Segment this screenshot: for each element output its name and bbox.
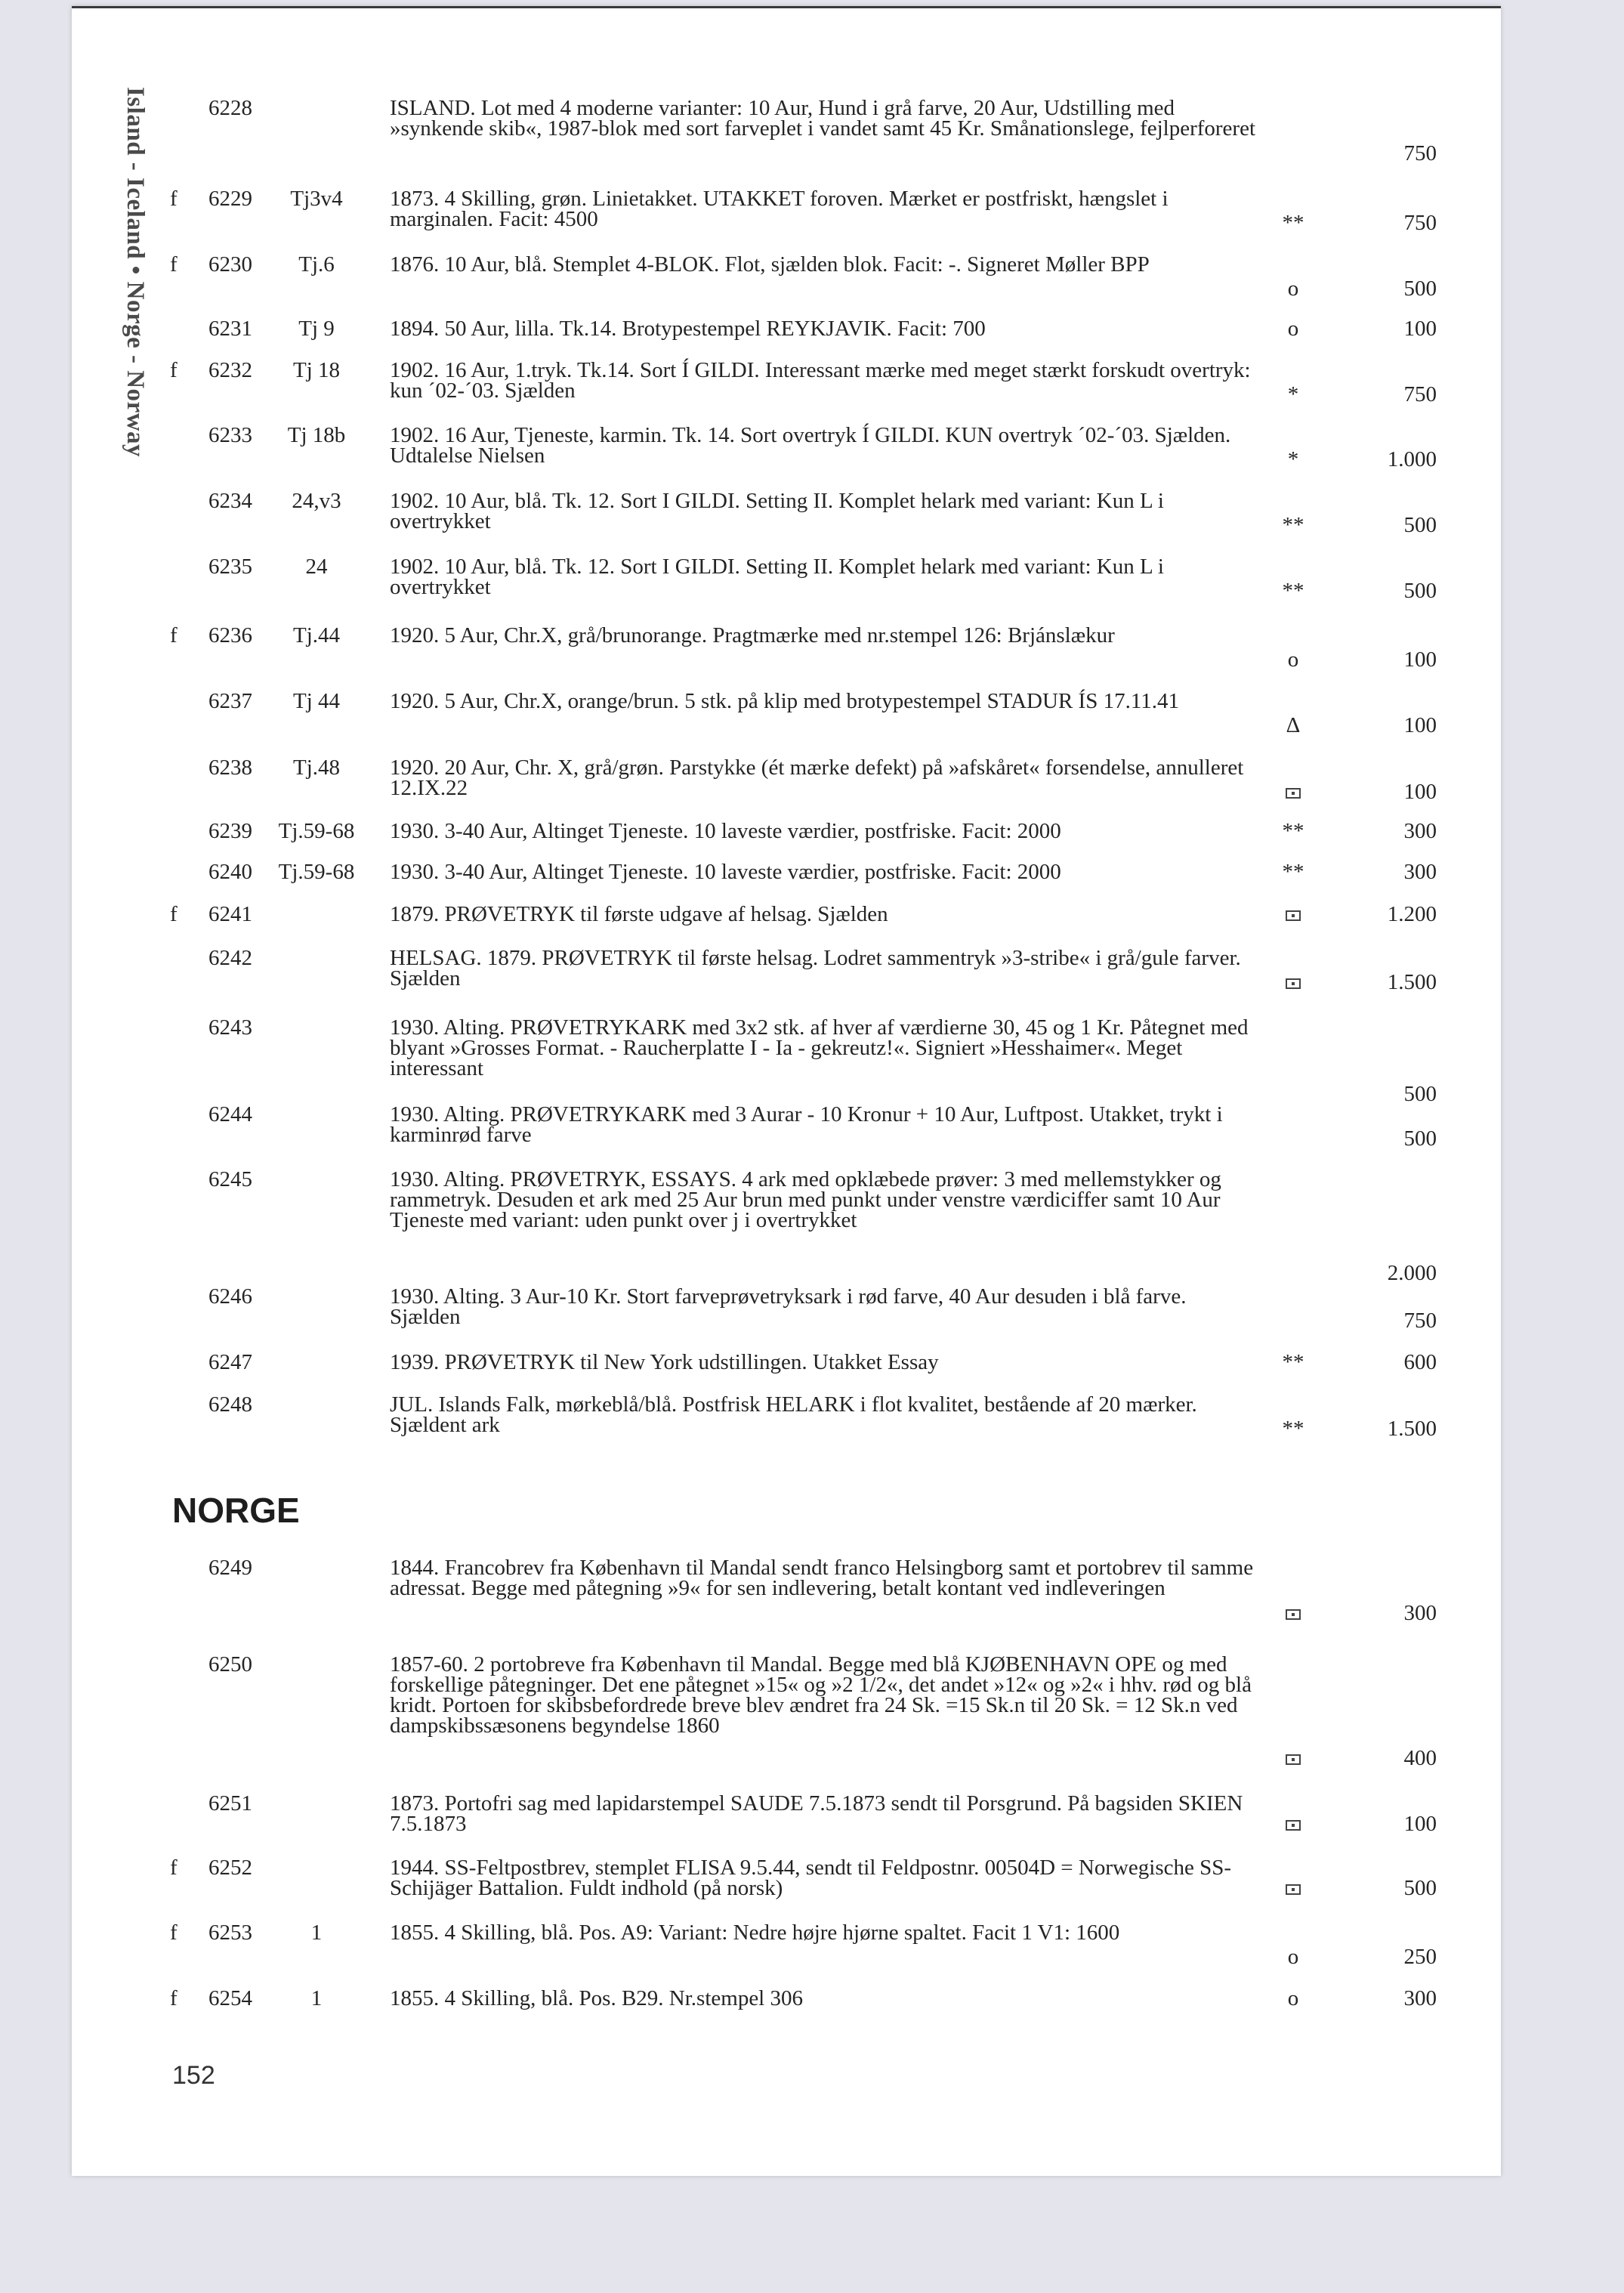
entry-flag: f bbox=[170, 623, 178, 647]
lot-number: 6235 bbox=[208, 555, 252, 579]
lot-price: 300 bbox=[1403, 819, 1437, 843]
lot-description: 1920. 20 Aur, Chr. X, grå/grøn. Parstykke (ét mærke defekt) på »afskåret« forsendelse, annulleret 12.IX.22 bbox=[390, 756, 1244, 800]
lot-price: 750 bbox=[1403, 382, 1437, 406]
condition-mark: o bbox=[1287, 277, 1299, 301]
lot-number: 6239 bbox=[208, 819, 252, 843]
lot-description: 1894. 50 Aur, lilla. Tk.14. Brotypestempel REYKJAVIK. Facit: 700 bbox=[390, 317, 986, 341]
condition-mark: o bbox=[1287, 317, 1299, 341]
lot-description: 1930. Alting. PRØVETRYKARK med 3x2 stk. af hver af værdierne 30, 45 og 1 Kr. Påtegnet med blyant »Grosses Format. - Raucherplatte I - Ia - gekreutz!«. Signiert »Hesshaimer«. Meget interessant bbox=[390, 1015, 1249, 1080]
lot-number: 6230 bbox=[208, 252, 252, 277]
cover-icon bbox=[1286, 978, 1301, 989]
lot-number: 6251 bbox=[208, 1791, 252, 1816]
lot-number: 6233 bbox=[208, 423, 252, 447]
catalog-reference: 1 bbox=[310, 1986, 323, 2010]
lot-number: 6249 bbox=[208, 1556, 252, 1580]
condition-mark: ** bbox=[1282, 860, 1304, 884]
condition-mark: Δ bbox=[1286, 713, 1301, 737]
catalog-reference: Tj.44 bbox=[292, 623, 341, 647]
condition-mark bbox=[1263, 904, 1323, 925]
catalog-reference: 1 bbox=[310, 1921, 323, 1945]
catalog-reference: Tj3v4 bbox=[290, 187, 343, 211]
catalog-reference: Tj.59-68 bbox=[278, 819, 355, 843]
lot-number: 6244 bbox=[208, 1102, 252, 1126]
lot-number: 6237 bbox=[208, 689, 252, 713]
lot-price: 100 bbox=[1403, 647, 1437, 672]
lot-price: 100 bbox=[1403, 713, 1437, 737]
page-number: 152 bbox=[172, 2061, 215, 2090]
section-heading-norge: NORGE bbox=[172, 1491, 300, 1530]
lot-description: 1930. 3-40 Aur, Altinget Tjeneste. 10 laveste værdier, postfriske. Facit: 2000 bbox=[390, 860, 1061, 884]
lot-price: 400 bbox=[1403, 1746, 1437, 1770]
lot-price: 500 bbox=[1403, 513, 1437, 537]
entry-flag: f bbox=[170, 1921, 178, 1945]
lot-number: 6243 bbox=[208, 1015, 252, 1040]
cover-icon bbox=[1286, 1754, 1301, 1765]
condition-mark: ** bbox=[1282, 579, 1304, 603]
lot-number: 6229 bbox=[208, 187, 252, 211]
condition-mark: o bbox=[1287, 1945, 1299, 1969]
lot-number: 6238 bbox=[208, 756, 252, 780]
lot-description: 1873. 4 Skilling, grøn. Linietakket. UTAKKET foroven. Mærket er postfriskt, hængslet i marginalen. Facit: 4500 bbox=[390, 187, 1169, 231]
catalog-reference: 24,v3 bbox=[292, 489, 341, 513]
lot-description: 1920. 5 Aur, Chr.X, grå/brunorange. Pragtmærke med nr.stempel 126: Brjánslækur bbox=[390, 623, 1115, 647]
lot-description: 1857-60. 2 portobreve fra København til Mandal. Begge med blå KJØBENHAVN OPE og med forskellige påtegninger. Det ene påtegnet »15« og »2 1/2«, det andet »12« og »2« i hhv. rød og blå kridt. Portoen for skibsbefordrede breve blev ændret fra 24 Sk. =15 Sk.n til 20 Sk. = 12 Sk.n ved dampskibssæsonens begyndelse 1860 bbox=[390, 1652, 1252, 1738]
catalog-reference: Tj.6 bbox=[298, 252, 335, 277]
lot-description: 1930. 3-40 Aur, Altinget Tjeneste. 10 laveste værdier, postfriske. Facit: 2000 bbox=[390, 819, 1061, 843]
lot-price: 500 bbox=[1403, 579, 1437, 603]
lot-price: 1.200 bbox=[1387, 902, 1437, 926]
condition-mark: ** bbox=[1282, 819, 1304, 843]
lot-price: 250 bbox=[1403, 1945, 1437, 1969]
lot-description: 1844. Francobrev fra København til Mandal sendt franco Helsingborg samt et portobrev til samme adressat. Begge med påtegning »9« for sen indlevering, betalt kontant ved indleveringen bbox=[390, 1556, 1254, 1600]
entry-flag: f bbox=[170, 187, 178, 211]
condition-mark bbox=[1263, 782, 1323, 802]
side-section-label: Island - Iceland • Norge - Norway bbox=[122, 87, 149, 458]
condition-mark bbox=[1263, 1748, 1323, 1769]
lot-price: 500 bbox=[1403, 1082, 1437, 1106]
entry-flag: f bbox=[170, 1986, 178, 2010]
lot-price: 1.500 bbox=[1387, 1417, 1437, 1441]
lot-price: 300 bbox=[1403, 1601, 1437, 1625]
lot-description: 1902. 10 Aur, blå. Tk. 12. Sort I GILDI. Setting II. Komplet helark med variant: Kun L i overtrykket bbox=[390, 489, 1164, 533]
lot-price: 750 bbox=[1403, 211, 1437, 235]
lot-description: 1920. 5 Aur, Chr.X, orange/brun. 5 stk. på klip med brotypestempel STADUR ÍS 17.11.41 bbox=[390, 689, 1179, 713]
lot-number: 6247 bbox=[208, 1350, 252, 1374]
lot-description: 1902. 16 Aur, Tjeneste, karmin. Tk. 14. Sort overtryk Í GILDI. KUN overtryk ´02-´03. Sjælden. Udtalelse Nielsen bbox=[390, 423, 1231, 468]
catalog-reference: 24 bbox=[305, 555, 328, 579]
lot-description: 1876. 10 Aur, blå. Stemplet 4-BLOK. Flot, sjælden blok. Facit: -. Signeret Møller BPP bbox=[390, 252, 1150, 277]
condition-mark: * bbox=[1287, 447, 1299, 471]
lot-description: 1873. Portofri sag med lapidarstempel SAUDE 7.5.1873 sendt til Porsgrund. På bagsiden SKIEN 7.5.1873 bbox=[390, 1791, 1243, 1836]
lot-description: 1939. PRØVETRYK til New York udstillingen. Utakket Essay bbox=[390, 1350, 939, 1374]
lot-price: 500 bbox=[1403, 1876, 1437, 1900]
condition-mark: ** bbox=[1282, 513, 1304, 537]
cover-icon bbox=[1286, 1884, 1301, 1895]
lot-price: 500 bbox=[1403, 277, 1437, 301]
condition-mark: ** bbox=[1282, 211, 1304, 235]
lot-number: 6231 bbox=[208, 317, 252, 341]
lot-price: 500 bbox=[1403, 1126, 1437, 1151]
lot-description: ISLAND. Lot med 4 moderne varianter: 10 Aur, Hund i grå farve, 20 Aur, Udstilling med »synkende skib«, 1987-blok med sort farveplet i vandet samt 45 Kr. Smånationslege, fejlperforeret bbox=[390, 96, 1256, 141]
entry-flag: f bbox=[170, 1856, 178, 1880]
lot-description: JUL. Islands Falk, mørkeblå/blå. Postfrisk HELARK i flot kvalitet, bestående af 20 mærker. Sjældent ark bbox=[390, 1392, 1197, 1437]
lot-price: 750 bbox=[1403, 1309, 1437, 1333]
lot-number: 6236 bbox=[208, 623, 252, 647]
lot-number: 6250 bbox=[208, 1652, 252, 1676]
lot-price: 2.000 bbox=[1387, 1261, 1437, 1285]
condition-mark: ** bbox=[1282, 1350, 1304, 1374]
catalog-reference: Tj 18b bbox=[287, 423, 346, 447]
lot-price: 100 bbox=[1403, 1812, 1437, 1836]
lot-number: 6248 bbox=[208, 1392, 252, 1417]
lot-description: 1902. 16 Aur, 1.tryk. Tk.14. Sort Í GILDI. Interessant mærke med meget stærkt forskudt overtryk: kun ´02-´03. Sjælden bbox=[390, 358, 1251, 403]
lot-description: 1930. Alting. 3 Aur-10 Kr. Stort farveprøvetryksark i rød farve, 40 Aur desuden i blå farve. Sjælden bbox=[390, 1284, 1187, 1329]
lot-number: 6240 bbox=[208, 860, 252, 884]
cover-icon bbox=[1286, 788, 1301, 799]
catalog-reference: Tj 44 bbox=[292, 689, 341, 713]
cover-icon bbox=[1286, 1609, 1301, 1620]
lot-description: HELSAG. 1879. PRØVETRYK til første helsag. Lodret sammentryk »3-stribe« i grå/gule farver. Sjælden bbox=[390, 946, 1241, 990]
cover-icon bbox=[1286, 1820, 1301, 1831]
entry-flag: f bbox=[170, 252, 178, 277]
lot-price: 300 bbox=[1403, 1986, 1437, 2010]
lot-number: 6246 bbox=[208, 1284, 252, 1309]
condition-mark: o bbox=[1287, 1986, 1299, 2010]
condition-mark: o bbox=[1287, 647, 1299, 672]
lot-number: 6232 bbox=[208, 358, 252, 382]
lot-description: 1930. Alting. PRØVETRYK, ESSAYS. 4 ark med opklæbede prøver: 3 med mellemstykker og rammetryk. Desuden et ark med 25 Aur brun med punkt under venstre værdiciffer samt 10 Aur Tjeneste med variant: uden punkt over j i overtrykket bbox=[390, 1167, 1221, 1232]
lot-number: 6254 bbox=[208, 1986, 252, 2010]
lot-description: 1944. SS-Feltpostbrev, stemplet FLISA 9.5.44, sendt til Feldpostnr. 00504D = Norwegische SS-Schijäger Battalion. Fuldt indhold (på norsk) bbox=[390, 1856, 1232, 1900]
condition-mark bbox=[1263, 1878, 1323, 1899]
entry-flag: f bbox=[170, 902, 178, 926]
lot-description: 1879. PRØVETRYK til første udgave af helsag. Sjælden bbox=[390, 902, 888, 926]
lot-price: 100 bbox=[1403, 780, 1437, 804]
lot-number: 6253 bbox=[208, 1921, 252, 1945]
lot-number: 6241 bbox=[208, 902, 252, 926]
condition-mark: * bbox=[1287, 382, 1299, 406]
lot-number: 6252 bbox=[208, 1856, 252, 1880]
lot-number: 6228 bbox=[208, 96, 252, 120]
lot-price: 600 bbox=[1403, 1350, 1437, 1374]
lot-number: 6245 bbox=[208, 1167, 252, 1191]
lot-price: 100 bbox=[1403, 317, 1437, 341]
catalog-reference: Tj.59-68 bbox=[278, 860, 355, 884]
lot-number: 6242 bbox=[208, 946, 252, 970]
condition-mark bbox=[1263, 1603, 1323, 1624]
lot-price: 1.500 bbox=[1387, 970, 1437, 994]
condition-mark: ** bbox=[1282, 1417, 1304, 1441]
catalog-reference: Tj 9 bbox=[298, 317, 335, 341]
lot-description: 1902. 10 Aur, blå. Tk. 12. Sort I GILDI. Setting II. Komplet helark med variant: Kun L i overtrykket bbox=[390, 555, 1164, 599]
lot-number: 6234 bbox=[208, 489, 252, 513]
lot-description: 1855. 4 Skilling, blå. Pos. B29. Nr.stempel 306 bbox=[390, 1986, 803, 2010]
catalog-reference: Tj.48 bbox=[292, 756, 341, 780]
entry-flag: f bbox=[170, 358, 178, 382]
condition-mark bbox=[1263, 1814, 1323, 1834]
lot-description: 1855. 4 Skilling, blå. Pos. A9: Variant: Nedre højre hjørne spaltet. Facit 1 V1: 1600 bbox=[390, 1921, 1120, 1945]
cover-icon bbox=[1286, 910, 1301, 921]
lot-price: 300 bbox=[1403, 860, 1437, 884]
page-top-rule bbox=[72, 6, 1501, 8]
catalog-reference: Tj 18 bbox=[292, 358, 341, 382]
lot-price: 750 bbox=[1403, 141, 1437, 165]
lot-price: 1.000 bbox=[1387, 447, 1437, 471]
condition-mark bbox=[1263, 972, 1323, 993]
lot-description: 1930. Alting. PRØVETRYKARK med 3 Aurar - 10 Kronur + 10 Aur, Luftpost. Utakket, trykt i karminrød farve bbox=[390, 1102, 1223, 1147]
